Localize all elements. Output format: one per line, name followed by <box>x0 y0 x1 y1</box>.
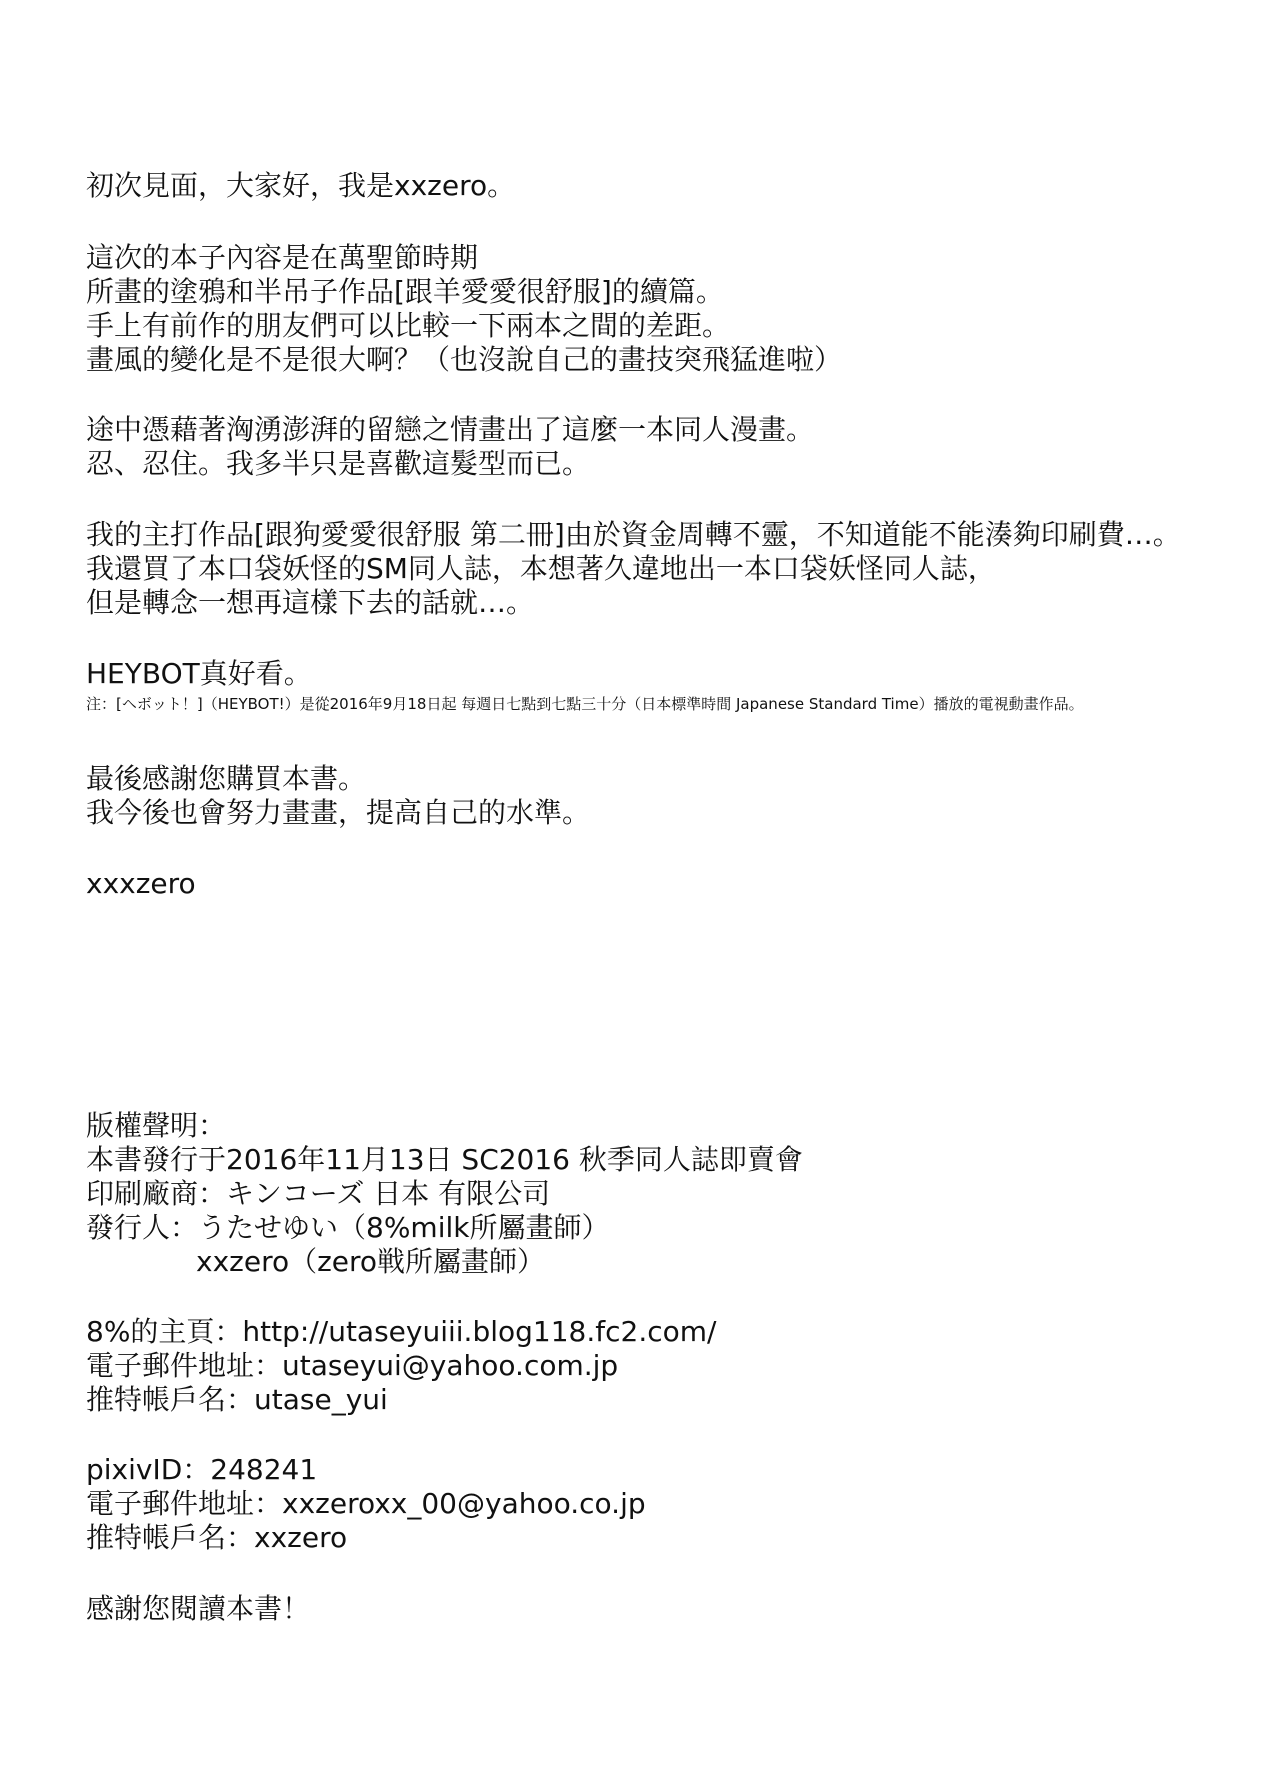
twitter-line-2: 推特帳戶名：xxzero <box>86 1521 348 1554</box>
homepage-line: 8%的主頁：http://utaseyuiii.blog118.fc2.com/ <box>86 1315 717 1348</box>
pixiv-id-line: pixivID：248241 <box>86 1453 318 1486</box>
para1-line-3: 手上有前作的朋友們可以比較一下兩本之間的差距。 <box>86 309 731 342</box>
para3-line-1: 我的主打作品[跟狗愛愛很舒服 第二冊]由於資金周轉不靈，不知道能不能湊夠印刷費…。 <box>86 518 1181 551</box>
para1-line-4: 畫風的變化是不是很大啊？（也沒說自己的畫技突飛猛進啦） <box>86 343 843 376</box>
publisher-line-1: 發行人：うたせゆい（8%milk所屬畫師） <box>86 1211 610 1244</box>
printer-line: 印刷廠商：キンコーズ 日本 有限公司 <box>86 1177 551 1210</box>
closing-line: 感謝您閱讀本書！ <box>86 1592 311 1625</box>
para1-line-2: 所畫的塗鴉和半吊子作品[跟羊愛愛很舒服]的續篇。 <box>86 275 724 308</box>
email-line-1: 電子郵件地址：utaseyui@yahoo.com.jp <box>86 1349 619 1382</box>
publication-date: 本書發行于2016年11月13日 SC2016 秋季同人誌即賣會 <box>86 1143 803 1176</box>
para2-line-1: 途中憑藉著洶湧澎湃的留戀之情畫出了這麼一本同人漫畫。 <box>86 413 815 446</box>
signature: xxxzero <box>86 867 196 900</box>
email-line-2: 電子郵件地址：xxzeroxx_00@yahoo.co.jp <box>86 1487 646 1520</box>
greeting-line: 初次見面，大家好，我是xxzero。 <box>86 169 516 202</box>
thanks-line-2: 我今後也會努力畫畫，提高自己的水準。 <box>86 796 591 829</box>
para1-line-1: 這次的本子內容是在萬聖節時期 <box>86 241 479 274</box>
thanks-line-1: 最後感謝您購買本書。 <box>86 762 367 795</box>
heybot-line: HEYBOT真好看。 <box>86 657 312 690</box>
twitter-line-1: 推特帳戶名：utase_yui <box>86 1383 388 1416</box>
publisher-line-2: xxzero（zero戦所屬畫師） <box>196 1245 546 1278</box>
para3-line-3: 但是轉念一想再這樣下去的話就…。 <box>86 586 535 619</box>
copyright-title: 版權聲明： <box>86 1109 227 1142</box>
para2-line-2: 忍、忍住。我多半只是喜歡這髮型而已。 <box>86 447 591 480</box>
heybot-footnote: 注：[ヘボット！]（HEYBOT!）是從2016年9月18日起 每週日七點到七點三十分（日本標準時間 Japanese Standard Time）播放的電視動畫作品。 <box>86 695 1084 713</box>
para3-line-2: 我還買了本口袋妖怪的SM同人誌，本想著久違地出一本口袋妖怪同人誌， <box>86 552 996 585</box>
